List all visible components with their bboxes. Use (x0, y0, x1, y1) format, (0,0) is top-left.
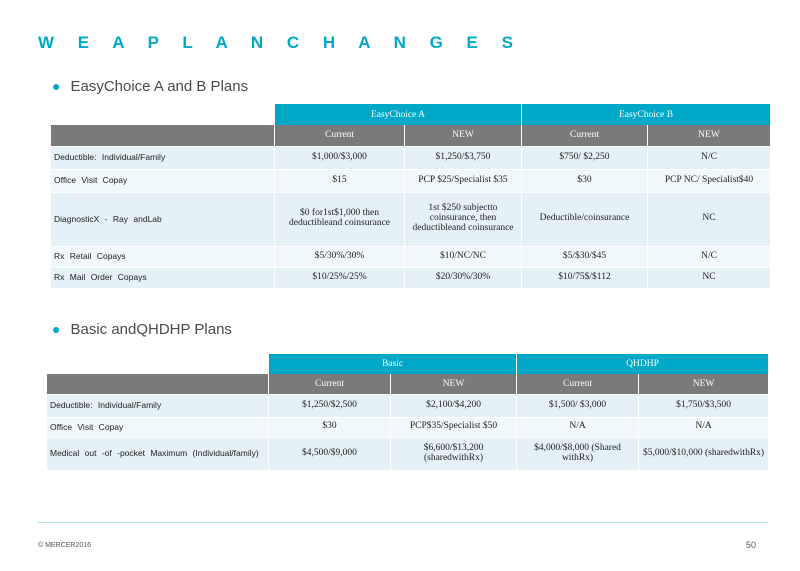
plan-header-basic: Basic (269, 354, 517, 374)
table-cell: $1,250/$2,500 (269, 394, 391, 417)
table-cell: $750/ $2,250 (522, 146, 648, 169)
table-row (51, 146, 771, 169)
table-cell: $0 for1st$1,000 then deductibleand coinsurance (275, 192, 405, 246)
table-row (51, 169, 771, 192)
page-title: W E A P L A N C H A N G E S (38, 33, 523, 52)
header-blank (47, 354, 269, 374)
subheader-blank (51, 125, 275, 146)
table-cell: $4,000/$8,000 (Shared withRx) (517, 437, 639, 470)
table-cell: 1st $250 subjectto coinsurance, then deductibleand coinsurance (405, 192, 522, 246)
table-cell: $30 (522, 169, 648, 192)
table-cell: PCP NC/ Specialist$40 (648, 169, 771, 192)
table-row (47, 437, 769, 470)
plan-header-a: EasyChoice A (275, 104, 522, 125)
table-cell: PCP $25/Specialist $35 (405, 169, 522, 192)
subheader-new: NEW (391, 374, 517, 394)
subheader-current: Current (269, 374, 391, 394)
table-cell: N/C (648, 246, 771, 267)
bullet-icon: ● (52, 321, 61, 337)
row-label: Rx Mail Order Copays (51, 267, 275, 288)
row-label: Office Visit Copay (51, 169, 275, 192)
table-cell: NC (648, 192, 771, 246)
table-row (51, 192, 771, 246)
section-heading-text: EasyChoice A and B Plans (70, 78, 249, 95)
table-cell: $30 (269, 417, 391, 437)
subheader-new: NEW (648, 125, 771, 146)
table-cell: $5/$30/$45 (522, 246, 648, 267)
table-cell: $5,000/$10,000 (sharedwithRx) (639, 437, 769, 470)
table-cell: $10/NC/NC (405, 246, 522, 267)
row-label: Office Visit Copay (47, 417, 269, 437)
table-row (51, 267, 771, 288)
table-cell: N/C (648, 146, 771, 169)
table-cell: N/A (517, 417, 639, 437)
row-label: Deductible: Individual/Family (47, 394, 269, 417)
footer-divider (38, 522, 768, 523)
section-heading-easychoice (52, 78, 248, 95)
table-cell: $1,500/ $3,000 (517, 394, 639, 417)
table-cell: Deductible/coinsurance (522, 192, 648, 246)
page-number: 50 (746, 540, 757, 550)
table-cell: $2,100/$4,200 (391, 394, 517, 417)
subheader-new: NEW (639, 374, 769, 394)
easychoice-table (50, 104, 771, 289)
table-cell: NC (648, 267, 771, 288)
section-heading-text: Basic andQHDHP Plans (70, 321, 232, 338)
basic-qhdhp-table (46, 354, 769, 471)
plan-header-b: EasyChoice B (522, 104, 771, 125)
bullet-icon: ● (52, 78, 61, 94)
table-cell: $10/25%/25% (275, 267, 405, 288)
copyright: © MERCER2016 (38, 542, 92, 549)
table-cell: $15 (275, 169, 405, 192)
row-label: DiagnosticX - Ray andLab (51, 192, 275, 246)
table-cell: PCP$35/Specialist $50 (391, 417, 517, 437)
table-cell: $20/30%/30% (405, 267, 522, 288)
table-cell: $6,600/$13,200 (sharedwithRx) (391, 437, 517, 470)
subheader-current: Current (517, 374, 639, 394)
table-row (51, 246, 771, 267)
subheader-new: NEW (405, 125, 522, 146)
table-cell: $10/75$/$112 (522, 267, 648, 288)
plan-header-qhdhp: QHDHP (517, 354, 769, 374)
table-cell: $1,250/$3,750 (405, 146, 522, 169)
table-cell: $1,750/$3,500 (639, 394, 769, 417)
row-label: Deductible: Individual/Family (51, 146, 275, 169)
table-cell: $1,000/$3,000 (275, 146, 405, 169)
subheader-current: Current (522, 125, 648, 146)
row-label: Medical out -of -pocket Maximum (Individual/family) (47, 437, 269, 470)
table-cell: $5/30%/30% (275, 246, 405, 267)
subheader-current: Current (275, 125, 405, 146)
table-row (47, 417, 769, 437)
subheader-blank (47, 374, 269, 394)
table-cell: $4,500/$9,000 (269, 437, 391, 470)
header-blank (51, 104, 275, 125)
table-row (47, 394, 769, 417)
table-cell: N/A (639, 417, 769, 437)
row-label: Rx Retail Copays (51, 246, 275, 267)
section-heading-basic-qhdhp (52, 321, 232, 338)
